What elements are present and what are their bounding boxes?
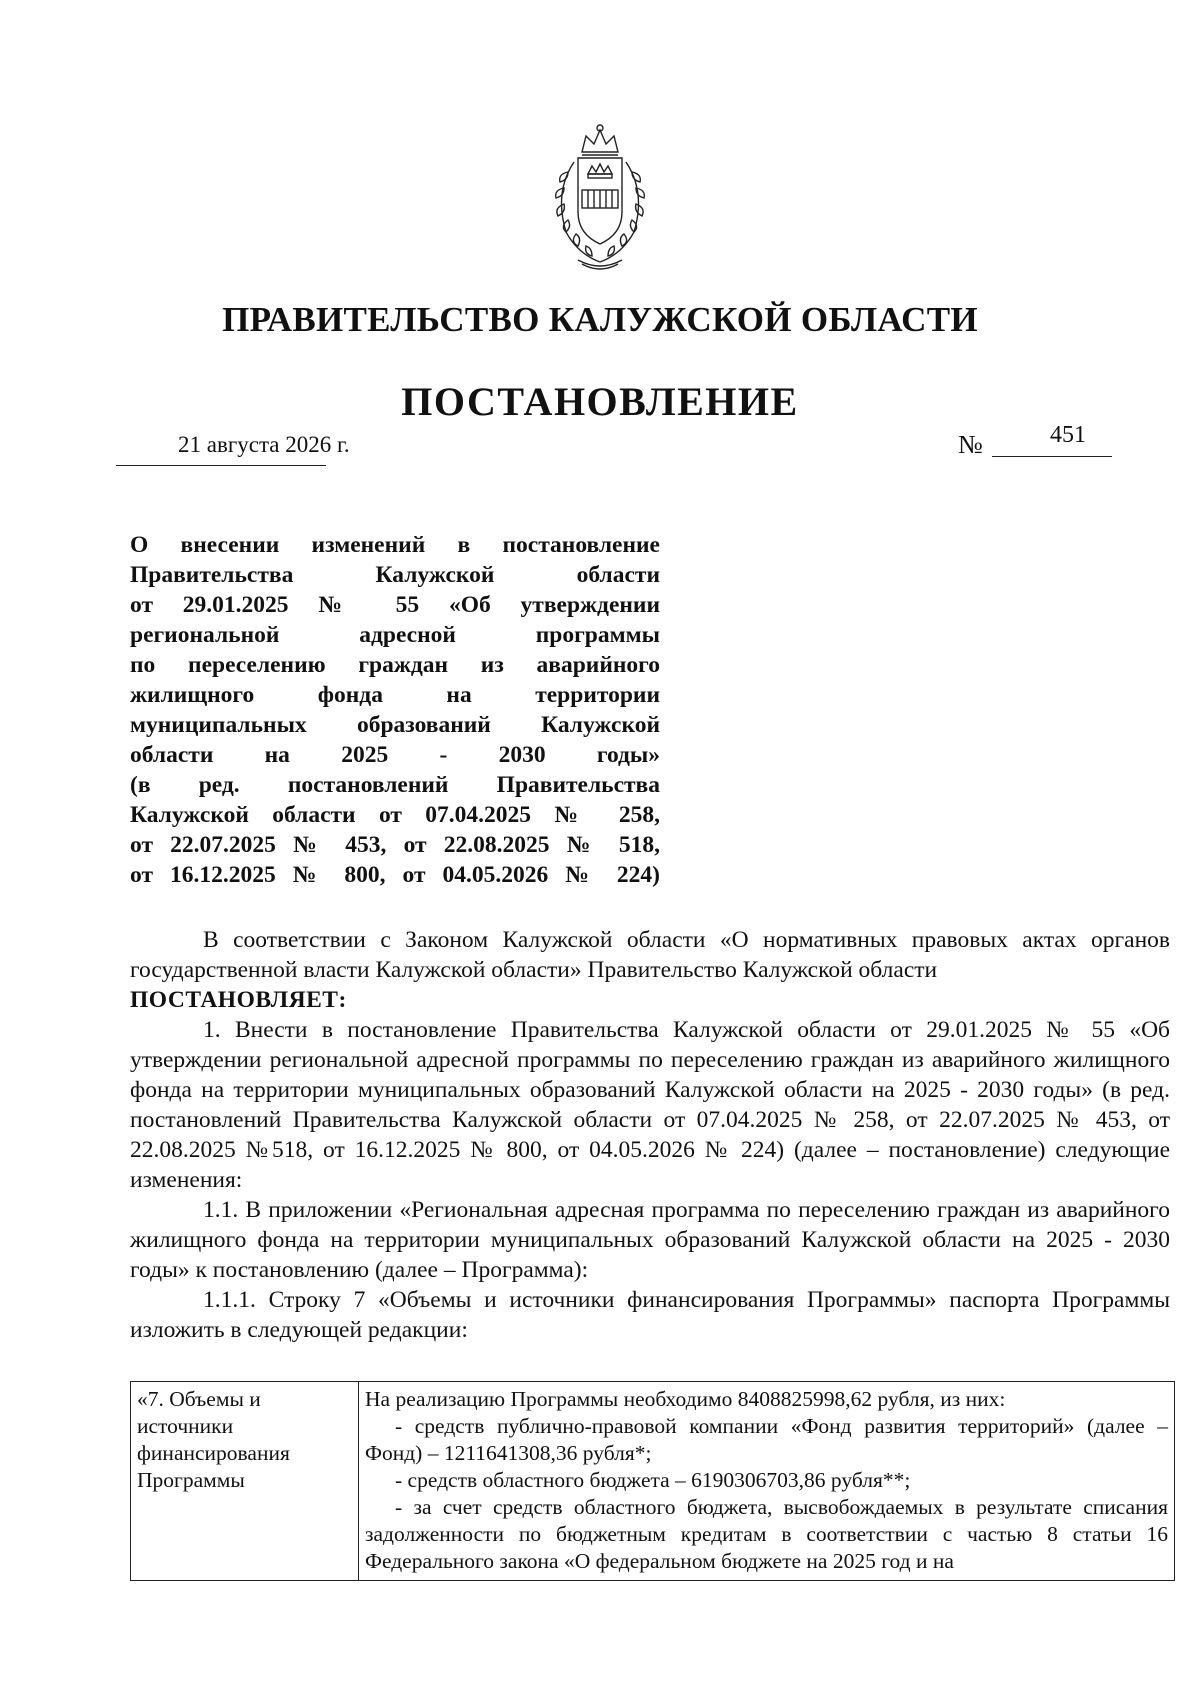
document-body: [130, 925, 1170, 1345]
table-line: - за счет средств областного бюджета, высвобождаемых в результате списания задолженности по бюджетным кредитам в соответствии с частью 8 статьи 16 Федерального закона «О федеральном бюджете на 2025 год и на: [365, 1495, 1168, 1573]
subject-line: (в ред. постановлений Правительства: [130, 772, 660, 798]
paragraph-1: 1. Внести в постановление Правительства Калужской области от 29.01.2025 № 55 «Об утверждении региональной адресной программы по переселению граждан из аварийного жилищного фонда на территории муниципальных образований Калужской области на 2025 - 2030 годы» (в ред. постановлений Правительства Калужской области от 07.04.2025 № 258, от 22.07.2025 № 453, от 22.08.2025 №518, от 16.12.2025 № 800, от 04.05.2026 № 224) (далее – постановление) следующие изменения:: [130, 1017, 1170, 1193]
subject-line: О внесении изменений в постановление: [130, 532, 660, 558]
subject-line: области на 2025 - 2030 годы»: [130, 742, 660, 768]
number-underline: [992, 456, 1112, 457]
preamble-paragraph: В соответствии с Законом Калужской области «О нормативных правовых актах органов государственной власти Калужской области» Правительство Калужской области: [130, 927, 1170, 983]
table-line: На реализацию Программы необходимо 8408825998,62 рубля, из них:: [365, 1387, 1006, 1411]
document-number-label: №: [958, 430, 983, 459]
document-subject: [130, 530, 660, 890]
subject-line: от 22.07.2025 № 453, от 22.08.2025 № 518,: [130, 832, 660, 858]
table-line: - средств областного бюджета – 6190306703,86 рубля**;: [395, 1468, 911, 1492]
paragraph-1-1-1: 1.1.1. Строку 7 «Объемы и источники финансирования Программы» паспорта Программы изложить в следующей редакции:: [130, 1287, 1170, 1343]
subject-line: от 16.12.2025 № 800, от 04.05.2026 № 224): [130, 862, 660, 888]
document-number: 451: [1050, 422, 1086, 448]
document-date: 21 августа 2026 г.: [178, 432, 350, 457]
table-cell-content: [359, 1382, 1175, 1581]
document-type-heading: ПОСТАНОВЛЕНИЕ: [401, 379, 799, 424]
financing-table: [130, 1381, 1175, 1581]
subject-line: Калужской области от 07.04.2025 № 258,: [130, 802, 660, 828]
subject-line: региональной адресной программы: [130, 622, 660, 648]
resolves-heading: ПОСТАНОВЛЯЕТ:: [130, 987, 347, 1013]
subject-line: от 29.01.2025 № 55 «Об утверждении: [130, 592, 660, 618]
table-line: - средств публично-правовой компании «Фонд развития территорий» (далее – Фонд) – 1211641308,36 рубля*;: [365, 1414, 1168, 1465]
table-row: [131, 1382, 1175, 1581]
subject-line: муниципальных образований Калужской: [130, 712, 660, 738]
coat-of-arms-emblem: [538, 122, 662, 272]
subject-line: жилищного фонда на территории: [130, 682, 660, 708]
subject-line: по переселению граждан из аварийного: [130, 652, 660, 678]
government-title: ПРАВИТЕЛЬСТВО КАЛУЖСКОЙ ОБЛАСТИ: [222, 300, 978, 339]
paragraph-1-1: 1.1. В приложении «Региональная адресная программа по переселению граждан из аварийного жилищного фонда на территории муниципальных образований Калужской области на 2025 - 2030 годы» к постановлению (далее – Программа):: [130, 1197, 1170, 1283]
table-cell-label: «7. Объемы и источники финансирования Программы: [131, 1382, 359, 1581]
subject-line: Правительства Калужской области: [130, 562, 660, 588]
date-underline: [116, 465, 326, 466]
